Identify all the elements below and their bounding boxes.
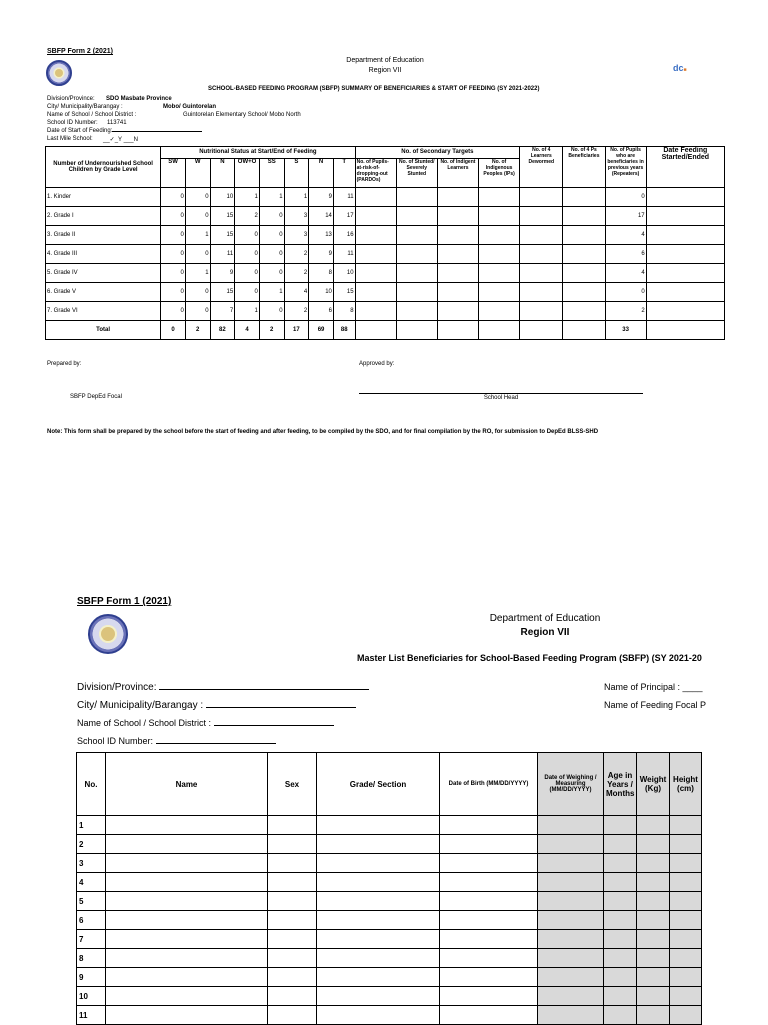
form1-school: Name of School / School District :: [77, 718, 334, 728]
school-id-label: School ID Number:: [47, 120, 98, 126]
height-cell[interactable]: [670, 930, 702, 949]
secondary-col-header: No. of Pupils-at-risk-of-dropping-out (PARDOs): [355, 158, 396, 187]
height-cell[interactable]: [670, 987, 702, 1006]
status-col-header: OW+O: [235, 158, 260, 187]
weighing-date-cell[interactable]: [538, 968, 604, 987]
dob-cell[interactable]: [440, 930, 538, 949]
name-cell[interactable]: [106, 911, 268, 930]
fourps-header: No. of 4 Ps Beneficiaries: [563, 147, 605, 188]
total-repeaters: 33: [605, 321, 646, 340]
status-cell: 15: [210, 283, 235, 302]
status-col-header: N: [210, 158, 235, 187]
form2-label: SBFP Form 2 (2021): [47, 48, 114, 55]
weight-cell[interactable]: [637, 835, 670, 854]
form1-title: Master List Beneficiaries for School-Based Feeding Program (SBFP) (SY 2021-20: [357, 653, 702, 663]
age-cell[interactable]: [604, 1006, 637, 1025]
height-cell[interactable]: [670, 949, 702, 968]
status-col-header: S: [284, 158, 309, 187]
division-value: SDO Masbate Province: [106, 96, 172, 102]
height-cell[interactable]: [670, 816, 702, 835]
status-cell: 0: [161, 245, 186, 264]
grade-cell[interactable]: [317, 987, 440, 1006]
grade-label: 5. Grade IV: [46, 264, 161, 283]
school-id-value: 113741: [107, 120, 127, 126]
dob-cell[interactable]: [440, 987, 538, 1006]
sex-cell[interactable]: [268, 949, 317, 968]
form1-label: SBFP Form 1 (2021): [77, 596, 172, 607]
grade-label: 1. Kinder: [46, 188, 161, 207]
status-cell: 0: [161, 302, 186, 321]
grade-row: [46, 207, 725, 226]
weighing-date-cell[interactable]: [538, 911, 604, 930]
weighing-date-cell[interactable]: [538, 835, 604, 854]
status-cell: 1: [185, 226, 210, 245]
sex-cell[interactable]: [268, 892, 317, 911]
repeaters-cell: 4: [605, 264, 646, 283]
form2-note: Note: This form shall be prepared by the school before the start of feeding and after feeding, to be compiled by the SDO, and for final compilation by the RO, for submission to DepEd BLSS-SHD: [47, 429, 599, 435]
grade-cell[interactable]: [317, 911, 440, 930]
age-cell[interactable]: [604, 987, 637, 1006]
col-no-header: No.: [77, 753, 106, 816]
dob-cell[interactable]: [440, 873, 538, 892]
repeaters-cell: 0: [605, 188, 646, 207]
repeaters-cell: 6: [605, 245, 646, 264]
repeaters-cell: 0: [605, 283, 646, 302]
height-cell[interactable]: [670, 911, 702, 930]
status-cell: 0: [161, 283, 186, 302]
status-cell: 14: [309, 207, 334, 226]
table-row: [77, 816, 702, 835]
name-cell[interactable]: [106, 930, 268, 949]
status-cell: 1: [235, 302, 260, 321]
status-cell: 0: [161, 207, 186, 226]
school-label: Name of School / School District :: [47, 112, 137, 118]
col-dob-header: Date of Birth (MM/DD/YYYY): [440, 753, 538, 816]
repeaters-header: No. of Pupils who are beneficiaries in previous years (Repeaters): [605, 147, 646, 188]
status-cell: 15: [333, 283, 355, 302]
deped-seal-icon: [46, 60, 72, 86]
status-cell: 9: [210, 264, 235, 283]
city-label: City/ Municipality/Barangay :: [47, 104, 123, 110]
height-cell[interactable]: [670, 1006, 702, 1025]
age-cell[interactable]: [604, 930, 637, 949]
grade-row: [46, 226, 725, 245]
table-row: [77, 987, 702, 1006]
signature-line: [359, 393, 643, 394]
name-cell[interactable]: [106, 854, 268, 873]
weighing-date-cell[interactable]: [538, 987, 604, 1006]
status-cell: 10: [333, 264, 355, 283]
weighing-date-cell[interactable]: [538, 930, 604, 949]
status-cell: 0: [185, 283, 210, 302]
total-label: Total: [46, 321, 161, 340]
total-cell: 82: [210, 321, 235, 340]
repeaters-cell: 17: [605, 207, 646, 226]
grade-row: [46, 283, 725, 302]
status-cell: 0: [259, 226, 284, 245]
status-cell: 0: [161, 264, 186, 283]
grade-label: 4. Grade III: [46, 245, 161, 264]
grade-cell[interactable]: [317, 854, 440, 873]
status-cell: 9: [309, 245, 334, 264]
height-cell[interactable]: [670, 873, 702, 892]
row-number: 3: [77, 854, 106, 873]
sex-cell[interactable]: [268, 854, 317, 873]
grade-label: 7. Grade VI: [46, 302, 161, 321]
status-cell: 1: [185, 264, 210, 283]
status-cell: 7: [210, 302, 235, 321]
row-number: 4: [77, 873, 106, 892]
status-cell: 1: [235, 188, 260, 207]
col-weighing-date-header: Date of Weighing / Measuring (MM/DD/YYYY): [538, 753, 604, 816]
weight-cell[interactable]: [637, 854, 670, 873]
total-cell: 88: [333, 321, 355, 340]
status-cell: 2: [284, 245, 309, 264]
dob-cell[interactable]: [440, 892, 538, 911]
dob-cell[interactable]: [440, 968, 538, 987]
date-feeding-header: Date Feeding Started/Ended: [646, 147, 724, 188]
status-cell: 0: [259, 302, 284, 321]
height-cell[interactable]: [670, 968, 702, 987]
form1-region: Region VII: [520, 627, 570, 638]
table-row: [77, 949, 702, 968]
dewormed-header: No. of 4 Learners Dewormed: [520, 147, 563, 188]
row-number: 11: [77, 1006, 106, 1025]
status-cell: 4: [284, 283, 309, 302]
total-cell: 0: [161, 321, 186, 340]
status-cell: 15: [210, 207, 235, 226]
grade-label: 6. Grade V: [46, 283, 161, 302]
status-cell: 0: [235, 226, 260, 245]
approved-by-label: Approved by:: [359, 361, 395, 367]
age-cell[interactable]: [604, 816, 637, 835]
school-value: Guintorelan Elementary School/ Mobo North: [183, 112, 301, 118]
grade-cell[interactable]: [317, 892, 440, 911]
grade-row: [46, 245, 725, 264]
table-row: [77, 968, 702, 987]
total-cell: 2: [259, 321, 284, 340]
table-row: [77, 854, 702, 873]
secondary-col-header: No. of Stunted/ Severely Stunted: [396, 158, 437, 187]
summary-table: [45, 146, 725, 340]
feeding-focal-label: Name of Feeding Focal P: [604, 700, 707, 710]
col-sex-header: Sex: [268, 753, 317, 816]
name-cell[interactable]: [106, 835, 268, 854]
name-cell[interactable]: [106, 968, 268, 987]
status-cell: 11: [210, 245, 235, 264]
age-cell[interactable]: [604, 835, 637, 854]
status-col-header: SW: [161, 158, 186, 187]
table-row: [77, 930, 702, 949]
sex-cell[interactable]: [268, 911, 317, 930]
city-value: Mobo/ Guintorelan: [163, 104, 216, 110]
name-cell[interactable]: [106, 892, 268, 911]
row-number: 6: [77, 911, 106, 930]
form1-school-id: School ID Number:: [77, 736, 276, 746]
division-label: Division/Province:: [47, 96, 95, 102]
total-row: [46, 321, 725, 340]
status-cell: 2: [284, 302, 309, 321]
form1-dept: Department of Education: [489, 613, 601, 624]
age-cell[interactable]: [604, 968, 637, 987]
weight-cell[interactable]: [637, 892, 670, 911]
weighing-date-cell[interactable]: [538, 816, 604, 835]
row-number: 10: [77, 987, 106, 1006]
row-number: 5: [77, 892, 106, 911]
age-cell[interactable]: [604, 911, 637, 930]
dob-cell[interactable]: [440, 911, 538, 930]
row-number: 8: [77, 949, 106, 968]
col-grade-header: Grade/ Section: [317, 753, 440, 816]
last-mile-label: Last Mile School:: [47, 136, 93, 142]
start-feeding-label: Date of Start of Feeding:: [47, 128, 202, 134]
status-cell: 10: [210, 188, 235, 207]
sex-cell[interactable]: [268, 1006, 317, 1025]
repeaters-cell: 4: [605, 226, 646, 245]
dob-cell[interactable]: [440, 854, 538, 873]
table-row: [77, 892, 702, 911]
status-cell: 17: [333, 207, 355, 226]
status-cell: 1: [259, 283, 284, 302]
status-cell: 2: [284, 264, 309, 283]
secondary-header: No. of Secondary Targets: [355, 147, 520, 159]
name-cell[interactable]: [106, 873, 268, 892]
principal-label: Name of Principal : ____: [604, 682, 703, 692]
grade-row: [46, 264, 725, 283]
total-cell: 69: [309, 321, 334, 340]
status-cell: 11: [333, 188, 355, 207]
weighing-date-cell[interactable]: [538, 892, 604, 911]
form1-division: Division/Province:: [77, 682, 369, 693]
row-number: 1: [77, 816, 106, 835]
grade-row: [46, 188, 725, 207]
master-list-table: [76, 752, 702, 1025]
sex-cell[interactable]: [268, 816, 317, 835]
status-cell: 0: [185, 302, 210, 321]
status-cell: 1: [284, 188, 309, 207]
grade-row: [46, 302, 725, 321]
status-cell: 0: [161, 226, 186, 245]
status-cell: 0: [185, 245, 210, 264]
deped-seal-icon: [88, 614, 128, 654]
status-col-header: N: [309, 158, 334, 187]
sex-cell[interactable]: [268, 835, 317, 854]
grade-cell[interactable]: [317, 1006, 440, 1025]
dob-cell[interactable]: [440, 835, 538, 854]
status-cell: 0: [185, 207, 210, 226]
nutritional-header: Nutritional Status at Start/End of Feeding: [161, 147, 355, 159]
sex-cell[interactable]: [268, 987, 317, 1006]
age-cell[interactable]: [604, 949, 637, 968]
focal-label: SBFP DepEd Focal: [70, 394, 122, 400]
weight-cell[interactable]: [637, 930, 670, 949]
table-row: [77, 911, 702, 930]
grade-level-header: Number of Undernourished School Children by Grade Level: [46, 147, 161, 188]
col-height-header: Height (cm): [670, 753, 702, 816]
prepared-by-label: Prepared by:: [47, 361, 82, 367]
col-name-header: Name: [106, 753, 268, 816]
status-cell: 3: [284, 207, 309, 226]
grade-cell[interactable]: [317, 873, 440, 892]
total-cell: 2: [185, 321, 210, 340]
status-cell: 10: [309, 283, 334, 302]
height-cell[interactable]: [670, 892, 702, 911]
sex-cell[interactable]: [268, 968, 317, 987]
status-cell: 15: [210, 226, 235, 245]
name-cell[interactable]: [106, 987, 268, 1006]
repeaters-cell: 2: [605, 302, 646, 321]
status-cell: 16: [333, 226, 355, 245]
weight-cell[interactable]: [637, 873, 670, 892]
weighing-date-cell[interactable]: [538, 854, 604, 873]
form2-region: Region VII: [368, 67, 402, 74]
status-cell: 0: [259, 245, 284, 264]
name-cell[interactable]: [106, 816, 268, 835]
status-cell: 0: [259, 207, 284, 226]
dob-cell[interactable]: [440, 1006, 538, 1025]
dob-cell[interactable]: [440, 816, 538, 835]
name-cell[interactable]: [106, 1006, 268, 1025]
secondary-col-header: No. of Indigent Learners: [437, 158, 478, 187]
grade-cell[interactable]: [317, 968, 440, 987]
status-cell: 3: [284, 226, 309, 245]
total-cell: 17: [284, 321, 309, 340]
weight-cell[interactable]: [637, 987, 670, 1006]
table-row: [77, 1006, 702, 1025]
status-cell: 8: [333, 302, 355, 321]
height-cell[interactable]: [670, 854, 702, 873]
dc-logo-icon: dc■: [673, 63, 687, 73]
table-row: [77, 835, 702, 854]
row-number: 9: [77, 968, 106, 987]
status-cell: 11: [333, 245, 355, 264]
grade-cell[interactable]: [317, 835, 440, 854]
status-col-header: SS: [259, 158, 284, 187]
status-cell: 13: [309, 226, 334, 245]
age-cell[interactable]: [604, 892, 637, 911]
row-number: 7: [77, 930, 106, 949]
status-cell: 0: [161, 188, 186, 207]
name-cell[interactable]: [106, 949, 268, 968]
row-number: 2: [77, 835, 106, 854]
col-age-header: Age in Years / Months: [604, 753, 637, 816]
form2-dept: Department of Education: [346, 57, 424, 64]
weight-cell[interactable]: [637, 816, 670, 835]
sex-cell[interactable]: [268, 873, 317, 892]
grade-cell[interactable]: [317, 930, 440, 949]
weight-cell[interactable]: [637, 911, 670, 930]
status-cell: 1: [259, 188, 284, 207]
height-cell[interactable]: [670, 835, 702, 854]
weight-cell[interactable]: [637, 968, 670, 987]
grade-cell[interactable]: [317, 949, 440, 968]
status-col-header: W: [185, 158, 210, 187]
form1-city: City/ Municipality/Barangay :: [77, 700, 356, 711]
status-cell: 0: [185, 188, 210, 207]
status-cell: 0: [235, 283, 260, 302]
grade-label: 3. Grade II: [46, 226, 161, 245]
status-cell: 9: [309, 188, 334, 207]
weight-cell[interactable]: [637, 1006, 670, 1025]
secondary-col-header: No. of Indigenous Peoples (IPs): [479, 158, 520, 187]
status-cell: 2: [235, 207, 260, 226]
age-cell[interactable]: [604, 854, 637, 873]
status-cell: 8: [309, 264, 334, 283]
total-cell: 4: [235, 321, 260, 340]
status-cell: 0: [235, 264, 260, 283]
weighing-date-cell[interactable]: [538, 1006, 604, 1025]
sex-cell[interactable]: [268, 930, 317, 949]
status-cell: 0: [259, 264, 284, 283]
last-mile-value: __✓_Y ___N: [103, 137, 138, 143]
weight-cell[interactable]: [637, 949, 670, 968]
col-weight-header: Weight (Kg): [637, 753, 670, 816]
table-row: [77, 873, 702, 892]
status-col-header: T: [333, 158, 355, 187]
grade-label: 2. Grade I: [46, 207, 161, 226]
weighing-date-cell[interactable]: [538, 873, 604, 892]
grade-cell[interactable]: [317, 816, 440, 835]
status-cell: 0: [235, 245, 260, 264]
school-head-label: School Head: [483, 395, 519, 401]
weighing-date-cell[interactable]: [538, 949, 604, 968]
age-cell[interactable]: [604, 873, 637, 892]
status-cell: 6: [309, 302, 334, 321]
form2-title: SCHOOL-BASED FEEDING PROGRAM (SBFP) SUMMARY OF BENEFICIARIES & START OF FEEDING (SY 2021-2022): [208, 86, 540, 92]
dob-cell[interactable]: [440, 949, 538, 968]
